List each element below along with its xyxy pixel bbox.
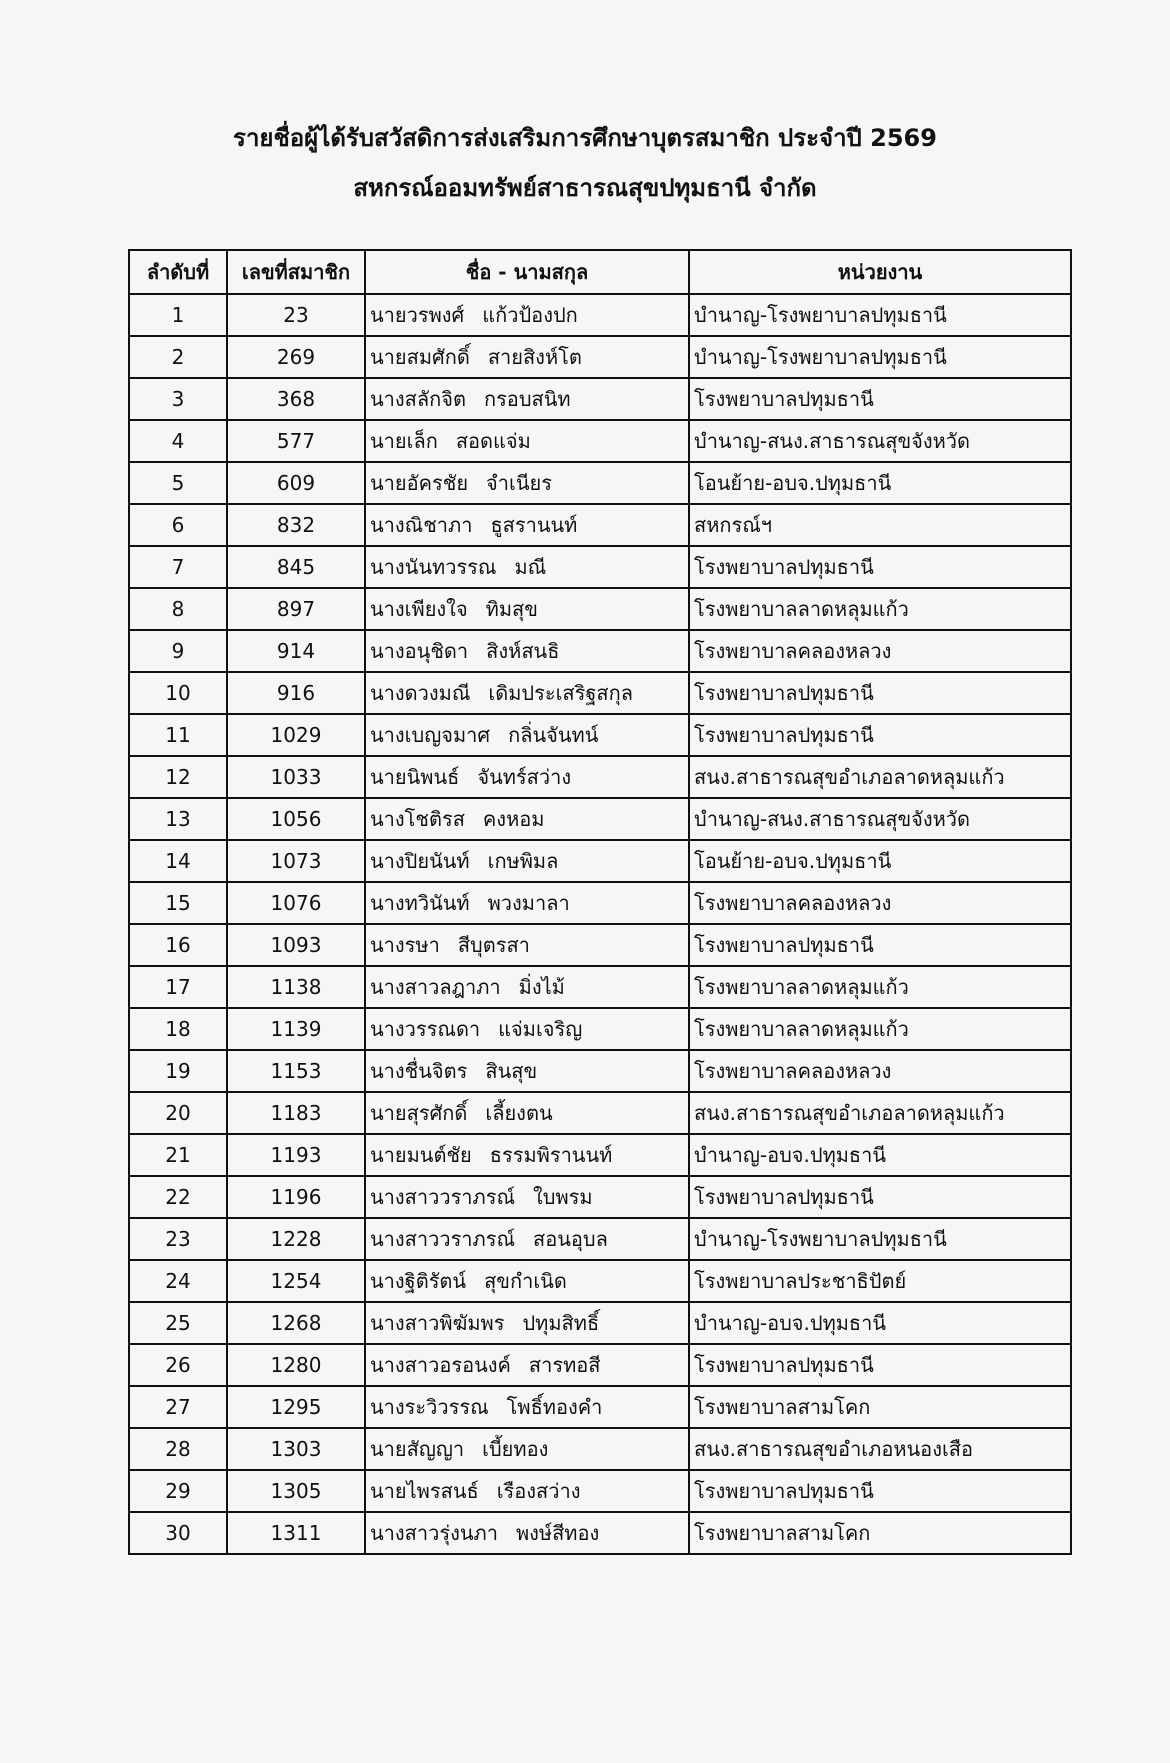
member-id: 1093 — [227, 924, 365, 966]
last-name: โพธิ์ทองคำ — [506, 1395, 603, 1419]
unit-name: โรงพยาบาลปทุมธานี — [689, 1344, 1071, 1386]
table-row — [129, 630, 1071, 672]
first-name: นางสลักจิต — [370, 387, 466, 411]
row-number: 19 — [129, 1050, 227, 1092]
row-number: 21 — [129, 1134, 227, 1176]
last-name: ปทุมสิทธิ์ — [522, 1311, 600, 1335]
first-name: นางสาวลฎาภา — [370, 975, 501, 999]
last-name: แจ่มเจริญ — [498, 1017, 583, 1041]
row-number: 22 — [129, 1176, 227, 1218]
member-name — [365, 798, 689, 840]
row-number: 27 — [129, 1386, 227, 1428]
table-row — [129, 1428, 1071, 1470]
first-name: นางเพียงใจ — [370, 597, 468, 621]
member-name — [365, 1050, 689, 1092]
last-name: ใบพรม — [533, 1185, 593, 1209]
first-name: นางอนุชิดา — [370, 639, 469, 663]
first-name: นายนิพนธ์ — [370, 765, 460, 789]
row-number: 18 — [129, 1008, 227, 1050]
member-name — [365, 1470, 689, 1512]
table-row — [129, 1008, 1071, 1050]
member-id: 1295 — [227, 1386, 365, 1428]
table-row — [129, 294, 1071, 336]
column-header-member-id: เลขที่สมาชิก — [227, 250, 365, 294]
unit-name: บำนาญ-อบจ.ปทุมธานี — [689, 1302, 1071, 1344]
table-row — [129, 1470, 1071, 1512]
first-name: นางระวิวรรณ — [370, 1395, 489, 1419]
unit-name: บำนาญ-สนง.สาธารณสุขจังหวัด — [689, 420, 1071, 462]
first-name: นายเล็ก — [370, 429, 438, 453]
first-name: นายสัญญา — [370, 1437, 465, 1461]
member-id: 609 — [227, 462, 365, 504]
column-header-no: ลำดับที่ — [129, 250, 227, 294]
first-name: นายสุรศักดิ์ — [370, 1101, 468, 1125]
member-name — [365, 672, 689, 714]
member-name — [365, 840, 689, 882]
last-name: จำเนียร — [486, 471, 552, 495]
first-name: นางโชติรส — [370, 807, 465, 831]
member-name — [365, 1092, 689, 1134]
member-id: 1153 — [227, 1050, 365, 1092]
unit-name: โรงพยาบาลลาดหลุมแก้ว — [689, 588, 1071, 630]
member-id: 1196 — [227, 1176, 365, 1218]
member-name — [365, 546, 689, 588]
member-name — [365, 882, 689, 924]
member-name — [365, 1260, 689, 1302]
table-row — [129, 882, 1071, 924]
last-name: คงหอม — [482, 807, 545, 831]
unit-name: โอนย้าย-อบจ.ปทุมธานี — [689, 462, 1071, 504]
member-id: 1280 — [227, 1344, 365, 1386]
member-id: 845 — [227, 546, 365, 588]
unit-name: สนง.สาธารณสุขอำเภอลาดหลุมแก้ว — [689, 1092, 1071, 1134]
member-name — [365, 462, 689, 504]
last-name: กลิ่นจันทน์ — [508, 723, 599, 747]
unit-name: โรงพยาบาลคลองหลวง — [689, 630, 1071, 672]
member-id: 914 — [227, 630, 365, 672]
first-name: นายไพรสนธ์ — [370, 1479, 479, 1503]
first-name: นางสาววราภรณ์ — [370, 1227, 516, 1251]
table-row — [129, 420, 1071, 462]
table-row — [129, 714, 1071, 756]
first-name: นางดวงมณี — [370, 681, 471, 705]
first-name: นายอัครชัย — [370, 471, 469, 495]
last-name: สายสิงห์โต — [487, 345, 582, 369]
row-number: 28 — [129, 1428, 227, 1470]
member-id: 269 — [227, 336, 365, 378]
unit-name: โรงพยาบาลปทุมธานี — [689, 714, 1071, 756]
member-name — [365, 1218, 689, 1260]
member-name — [365, 420, 689, 462]
last-name: เลี้ยงตน — [485, 1101, 553, 1125]
table-row — [129, 1176, 1071, 1218]
member-id: 1139 — [227, 1008, 365, 1050]
unit-name: บำนาญ-โรงพยาบาลปทุมธานี — [689, 336, 1071, 378]
unit-name: โรงพยาบาลปทุมธานี — [689, 672, 1071, 714]
member-id: 1303 — [227, 1428, 365, 1470]
table-row — [129, 588, 1071, 630]
member-name — [365, 504, 689, 546]
document-title: รายชื่อผู้ได้รับสวัสดิการส่งเสริมการศึกษาบุตรสมาชิก ประจำปี 2569 — [233, 124, 937, 152]
table-row — [129, 1050, 1071, 1092]
first-name: นางปิยนันท์ — [370, 849, 470, 873]
member-id: 1056 — [227, 798, 365, 840]
last-name: พงษ์สีทอง — [515, 1521, 600, 1545]
member-name — [365, 378, 689, 420]
row-number: 12 — [129, 756, 227, 798]
table-row — [129, 1344, 1071, 1386]
table-row — [129, 1512, 1071, 1554]
member-name — [365, 1008, 689, 1050]
unit-name: โรงพยาบาลสามโคก — [689, 1386, 1071, 1428]
member-id: 1228 — [227, 1218, 365, 1260]
row-number: 10 — [129, 672, 227, 714]
member-id: 1138 — [227, 966, 365, 1008]
last-name: ทิมสุข — [485, 597, 538, 621]
unit-name: โรงพยาบาลปทุมธานี — [689, 546, 1071, 588]
unit-name: บำนาญ-โรงพยาบาลปทุมธานี — [689, 1218, 1071, 1260]
row-number: 24 — [129, 1260, 227, 1302]
member-id: 1193 — [227, 1134, 365, 1176]
unit-name: โรงพยาบาลลาดหลุมแก้ว — [689, 1008, 1071, 1050]
table-row — [129, 1386, 1071, 1428]
first-name: นางสาววราภรณ์ — [370, 1185, 516, 1209]
table-row — [129, 546, 1071, 588]
member-id: 1305 — [227, 1470, 365, 1512]
row-number: 16 — [129, 924, 227, 966]
member-name — [365, 924, 689, 966]
row-number: 13 — [129, 798, 227, 840]
table-header-row — [129, 250, 1071, 294]
member-name — [365, 1176, 689, 1218]
last-name: จันทร์สว่าง — [477, 765, 572, 789]
row-number: 4 — [129, 420, 227, 462]
row-number: 26 — [129, 1344, 227, 1386]
row-number: 3 — [129, 378, 227, 420]
last-name: พวงมาลา — [487, 891, 570, 915]
member-name — [365, 1512, 689, 1554]
row-number: 5 — [129, 462, 227, 504]
row-number: 30 — [129, 1512, 227, 1554]
first-name: นางสาวพิฆัมพร — [370, 1311, 505, 1335]
unit-name: โรงพยาบาลคลองหลวง — [689, 1050, 1071, 1092]
member-id: 23 — [227, 294, 365, 336]
unit-name: สหกรณ์ฯ — [689, 504, 1071, 546]
unit-name: บำนาญ-สนง.สาธารณสุขจังหวัด — [689, 798, 1071, 840]
member-id: 1268 — [227, 1302, 365, 1344]
unit-name: โรงพยาบาลปทุมธานี — [689, 378, 1071, 420]
row-number: 9 — [129, 630, 227, 672]
member-id: 832 — [227, 504, 365, 546]
row-number: 1 — [129, 294, 227, 336]
member-id: 897 — [227, 588, 365, 630]
table-row — [129, 924, 1071, 966]
last-name: ธูสรานนท์ — [490, 513, 578, 537]
last-name: มณี — [514, 555, 547, 579]
first-name: นางสาวอรอนงค์ — [370, 1353, 511, 1377]
member-id: 1073 — [227, 840, 365, 882]
first-name: นางวรรณดา — [370, 1017, 481, 1041]
first-name: นางฐิติรัตน์ — [370, 1269, 467, 1293]
table-row — [129, 462, 1071, 504]
member-id: 1311 — [227, 1512, 365, 1554]
member-id: 1029 — [227, 714, 365, 756]
first-name: นางชื่นจิตร — [370, 1059, 468, 1083]
row-number: 23 — [129, 1218, 227, 1260]
first-name: นางสาวรุ่งนภา — [370, 1521, 498, 1545]
column-header-name: ชื่อ - นามสกุล — [365, 250, 689, 294]
row-number: 7 — [129, 546, 227, 588]
table-row — [129, 966, 1071, 1008]
member-name — [365, 756, 689, 798]
last-name: สุขกำเนิด — [484, 1269, 567, 1293]
table-row — [129, 1302, 1071, 1344]
row-number: 14 — [129, 840, 227, 882]
table-row — [129, 336, 1071, 378]
member-id: 1183 — [227, 1092, 365, 1134]
unit-name: บำนาญ-โรงพยาบาลปทุมธานี — [689, 294, 1071, 336]
member-id: 1254 — [227, 1260, 365, 1302]
unit-name: โรงพยาบาลปทุมธานี — [689, 1470, 1071, 1512]
first-name: นายสมศักดิ์ — [370, 345, 470, 369]
row-number: 15 — [129, 882, 227, 924]
last-name: สอนอุบล — [533, 1227, 608, 1251]
member-name — [365, 294, 689, 336]
last-name: สีบุตรสา — [457, 933, 530, 957]
unit-name: โรงพยาบาลสามโคก — [689, 1512, 1071, 1554]
first-name: นางรษา — [370, 933, 440, 957]
last-name: สินสุข — [485, 1059, 538, 1083]
table-row — [129, 840, 1071, 882]
member-id: 368 — [227, 378, 365, 420]
member-name — [365, 588, 689, 630]
member-id: 1033 — [227, 756, 365, 798]
table-row — [129, 1092, 1071, 1134]
row-number: 2 — [129, 336, 227, 378]
row-number: 8 — [129, 588, 227, 630]
first-name: นางทวินันท์ — [370, 891, 470, 915]
row-number: 20 — [129, 1092, 227, 1134]
member-id: 577 — [227, 420, 365, 462]
unit-name: โรงพยาบาลคลองหลวง — [689, 882, 1071, 924]
row-number: 29 — [129, 1470, 227, 1512]
last-name: เรืองสว่าง — [496, 1479, 581, 1503]
member-id: 916 — [227, 672, 365, 714]
row-number: 6 — [129, 504, 227, 546]
table-row — [129, 378, 1071, 420]
unit-name: โรงพยาบาลปทุมธานี — [689, 924, 1071, 966]
table-row — [129, 504, 1071, 546]
last-name: สารทอสี — [528, 1353, 601, 1377]
last-name: สิงห์สนธิ — [486, 639, 560, 663]
first-name: นายวรพงศ์ — [370, 303, 465, 327]
member-name — [365, 1344, 689, 1386]
unit-name: บำนาญ-อบจ.ปทุมธานี — [689, 1134, 1071, 1176]
unit-name: สนง.สาธารณสุขอำเภอลาดหลุมแก้ว — [689, 756, 1071, 798]
table-row — [129, 1218, 1071, 1260]
member-name — [365, 1386, 689, 1428]
last-name: มิ่งไม้ — [518, 975, 565, 999]
member-name — [365, 1302, 689, 1344]
table-row — [129, 798, 1071, 840]
last-name: เกษพิมล — [487, 849, 559, 873]
row-number: 17 — [129, 966, 227, 1008]
first-name: นางเบญจมาศ — [370, 723, 491, 747]
table-row — [129, 1134, 1071, 1176]
last-name: ธรรมพิรานนท์ — [489, 1143, 613, 1167]
member-name — [365, 1428, 689, 1470]
unit-name: สนง.สาธารณสุขอำเภอหนองเสือ — [689, 1428, 1071, 1470]
member-name — [365, 714, 689, 756]
member-name — [365, 336, 689, 378]
first-name: นางนันทวรรณ — [370, 555, 497, 579]
row-number: 11 — [129, 714, 227, 756]
member-name — [365, 1134, 689, 1176]
last-name: แก้วป้องปก — [482, 303, 578, 327]
row-number: 25 — [129, 1302, 227, 1344]
member-id: 1076 — [227, 882, 365, 924]
last-name: สอดแจ่ม — [455, 429, 531, 453]
document-subtitle: สหกรณ์ออมทรัพย์สาธารณสุขปทุมธานี จำกัด — [353, 174, 817, 202]
table-row — [129, 756, 1071, 798]
last-name: เดิมประเสริฐสกุล — [488, 681, 633, 705]
unit-name: โอนย้าย-อบจ.ปทุมธานี — [689, 840, 1071, 882]
first-name: นายมนต์ชัย — [370, 1143, 472, 1167]
member-name — [365, 966, 689, 1008]
table-row — [129, 1260, 1071, 1302]
first-name: นางณิชาภา — [370, 513, 473, 537]
column-header-unit: หน่วยงาน — [689, 250, 1071, 294]
last-name: เบี้ยทอง — [482, 1437, 549, 1461]
member-table — [128, 249, 1072, 1555]
member-name — [365, 630, 689, 672]
last-name: กรอบสนิท — [483, 387, 571, 411]
table-row — [129, 672, 1071, 714]
unit-name: โรงพยาบาลประชาธิปัตย์ — [689, 1260, 1071, 1302]
unit-name: โรงพยาบาลลาดหลุมแก้ว — [689, 966, 1071, 1008]
unit-name: โรงพยาบาลปทุมธานี — [689, 1176, 1071, 1218]
